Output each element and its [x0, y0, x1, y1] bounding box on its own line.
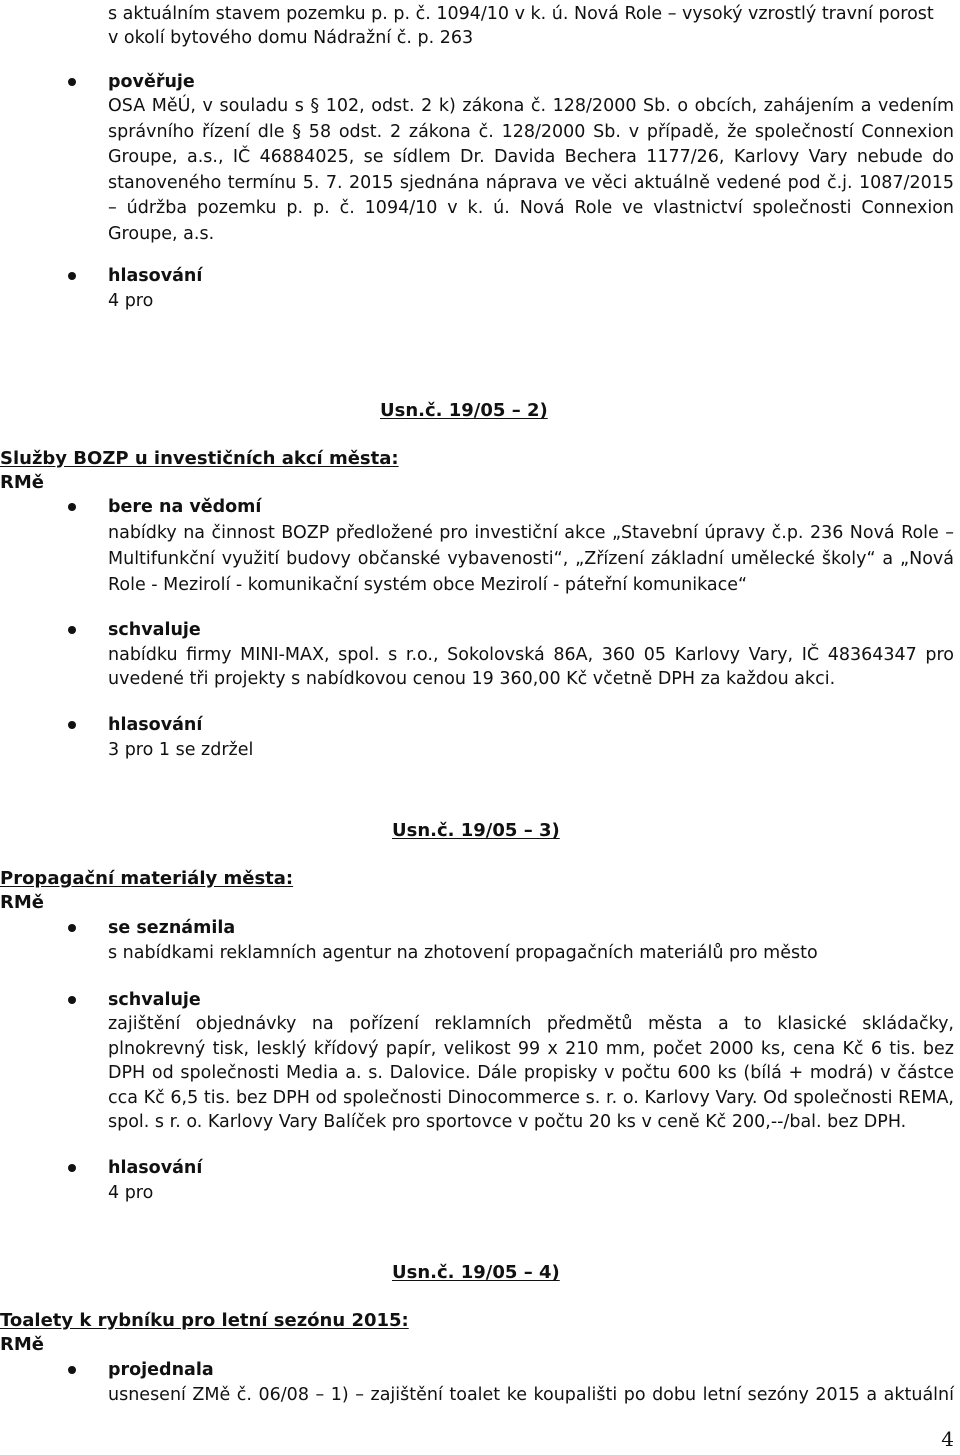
resolution-number: Usn.č. 19/05 – 4) [392, 1262, 560, 1283]
projednala-heading: projednala [108, 1360, 214, 1380]
section-title: Služby BOZP u investičních akcí města: [0, 448, 399, 469]
bullet [68, 503, 76, 511]
bere-heading: bere na vědomí [108, 497, 262, 517]
bullet [68, 272, 76, 280]
bullet [68, 78, 76, 86]
rme-label: RMě [0, 472, 44, 493]
bere-text: nabídky na činnost BOZP předložené pro investiční akce „Stavební úpravy č.p. 236 Nová Role – Multifunkční využití budovy občanské vybavenosti“, „Zřízení základní umělecké školy“ a „Nová Role - Mezirolí - komunikační systém obce Mezirolí - páteřní komunikace“ [108, 523, 954, 595]
bullet [68, 996, 76, 1004]
resolution-number: Usn.č. 19/05 – 3) [392, 820, 560, 841]
poveruje-text: OSA MěÚ, v souladu s § 102, odst. 2 k) zákona č. 128/2000 Sb. o obcích, zahájením a vedením správního řízení dle § 58 odst. 2 zákona č. 128/2000 Sb. v případě, že společností Connexion Groupe, a.s., IČ 46884025, se sídlem Dr. Davida Bechera 1177/26, Karlovy Vary nebude do stanoveného termínu 5. 7. 2015 sjednána náprava ve věci aktuálně vedené pod č.j. 1087/2015 – údržba pozemku p. p. č. 1094/10 v k. ú. Nová Role ve vlastnictví společnosti Connexion Groupe, a.s. [108, 96, 954, 244]
rme-label: RMě [0, 892, 44, 913]
bullet [68, 1366, 76, 1374]
hlasovani-heading: hlasování [108, 266, 203, 286]
intro-line-1: s aktuálním stavem pozemku p. p. č. 1094/10 v k. ú. Nová Role – vysoký vzrostlý travní porost [108, 4, 934, 24]
poveruje-heading: pověřuje [108, 72, 195, 92]
hlasovani-result: 3 pro 1 se zdržel [108, 740, 254, 760]
hlasovani-heading: hlasování [108, 1158, 203, 1178]
hlasovani-result: 4 pro [108, 291, 154, 311]
intro-line-2: v okolí bytového domu Nádražní č. p. 263 [108, 28, 474, 48]
bullet [68, 924, 76, 932]
projednala-text: usnesení ZMě č. 06/08 – 1) – zajištění toalet ke koupališti po dobu letní sezóny 2015 a aktuální [108, 1385, 954, 1405]
seznamila-text: s nabídkami reklamních agentur na zhotovení propagačních materiálů pro město [108, 943, 818, 963]
schvaluje-heading: schvaluje [108, 620, 201, 640]
page-number: 4 [941, 1427, 954, 1451]
hlasovani-result: 4 pro [108, 1183, 154, 1203]
bullet [68, 626, 76, 634]
schvaluje-text: nabídku firmy MINI-MAX, spol. s r.o., Sokolovská 86A, 360 05 Karlovy Vary, IČ 48364347 pro uvedené tři projekty s nabídkovou cenou 19 360,00 Kč včetně DPH za každou akci. [108, 645, 954, 689]
hlasovani-heading: hlasování [108, 715, 203, 735]
rme-label: RMě [0, 1334, 44, 1355]
resolution-number: Usn.č. 19/05 – 2) [380, 400, 548, 421]
section-title: Propagační materiály města: [0, 868, 294, 889]
bullet [68, 721, 76, 729]
schvaluje-heading: schvaluje [108, 990, 201, 1010]
schvaluje-text: zajištění objednávky na pořízení reklamních předmětů města a to klasické skládačky, plnokrevný tisk, lesklý křídový papír, velikost 99 x 210 mm, počet 2000 ks, cena Kč 6 tis. bez DPH od společnosti Media a. s. Dalovice. Dále propisky v počtu 600 ks (bílá + modrá) v částce cca Kč 6,5 tis. bez DPH od společnosti Dinocommerce s. r. o. Karlovy Vary. Od společnosti REMA, spol. s r. o. Karlovy Vary Balíček pro sportovce v počtu 20 ks v ceně Kč 200,--/bal. bez DPH. [108, 1014, 954, 1132]
seznamila-heading: se seznámila [108, 918, 236, 938]
section-title: Toalety k rybníku pro letní sezónu 2015: [0, 1310, 409, 1331]
bullet [68, 1164, 76, 1172]
